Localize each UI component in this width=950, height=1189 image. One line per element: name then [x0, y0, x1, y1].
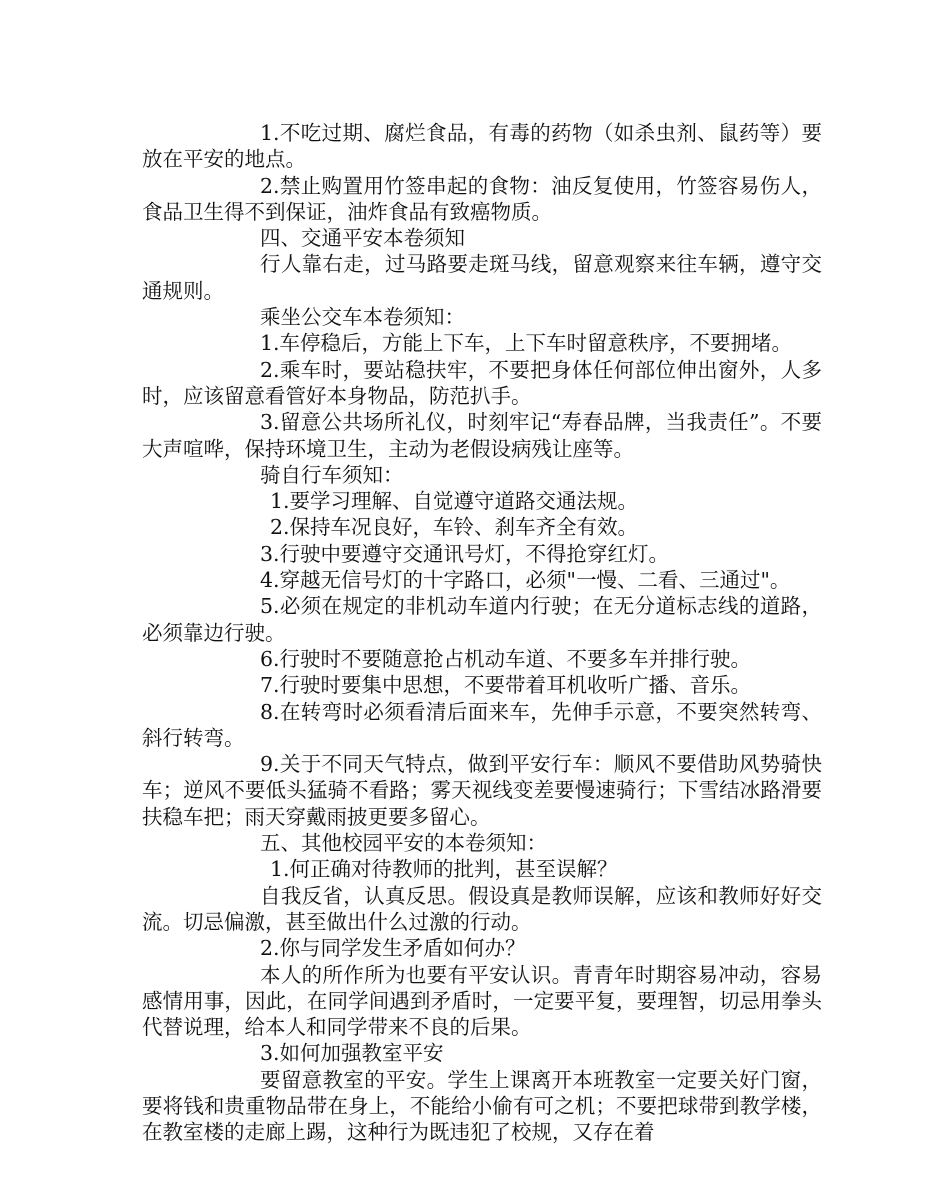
- paragraph: 自我反省，认真反思。假设真是教师误解，应该和教师好好交流。切忌偏激，甚至做出什么过激的行动。: [142, 883, 822, 934]
- list-item: 5.必须在规定的非机动车道内行驶；在无分道标志线的道路，必须靠边行驶。: [142, 594, 822, 645]
- list-item: 2.乘车时，要站稳扶牢，不要把身体任何部位伸出窗外，人多时，应该留意看管好本身物品，防范扒手。: [142, 357, 822, 408]
- subheading: 骑自行车须知：: [260, 462, 404, 487]
- paragraph: 2.禁止购置用竹签串起的食物：油反复使用，竹签容易伤人，食品卫生得不到保证，油炸食品有致癌物质。: [142, 173, 822, 224]
- paragraph: 要留意教室的平安。学生上课离开本班教室一定要关好门窗，要将钱和贵重物品带在身上，不能给小偷有可之机；不要把球带到教学楼，在教室楼的走廊上踢，这种行为既违犯了校规，又存在着: [142, 1067, 822, 1145]
- document-body: [142, 120, 822, 1146]
- paragraph: 1.不吃过期、腐烂食品，有毒的药物（如杀虫剂、鼠药等）要放在平安的地点。: [142, 121, 822, 172]
- section-heading: 四、交通平安本卷须知: [260, 226, 465, 251]
- paragraph: 本人的所作所为也要有平安认识。青青年时期容易冲动，容易感情用事，因此，在同学间遇到矛盾时，一定要平复，要理智，切忌用拳头代替说理，给本人和同学带来不良的后果。: [142, 962, 822, 1040]
- paragraph: 行人靠右走，过马路要走斑马线，留意观察来往车辆，遵守交通规则。: [142, 252, 822, 303]
- question: 1.何正确对待教师的批判，甚至误解？: [270, 857, 618, 882]
- list-item: 1.车停稳后，方能上下车，上下车时留意秩序，不要拥堵。: [260, 331, 793, 356]
- question: 2.你与同学发生矛盾如何办？: [260, 936, 526, 961]
- list-item: 9.关于不同天气特点，做到平安行车：顺风不要借助风势骑快车；逆风不要低头猛骑不看路；雾天视线变差要慢速骑行；下雪结冰路滑要扶稳车把；雨天穿戴雨披更要多留心。: [142, 752, 822, 829]
- list-item: 3.留意公共场所礼仪，时刻牢记“寿春品牌，当我责任”。不要大声喧哗，保持环境卫生，主动为老假设病残让座等。: [142, 410, 822, 461]
- section-heading: 五、其他校园平安的本卷须知：: [260, 831, 547, 856]
- list-item: 2.保持车况良好，车铃、刹车齐全有效。: [270, 515, 639, 540]
- question: 3.如何加强教室平安: [260, 1041, 444, 1066]
- list-item: 7.行驶时要集中思想，不要带着耳机收听广播、音乐。: [260, 673, 752, 698]
- list-item: 6.行驶时不要随意抢占机动车道、不要多车并排行驶。: [260, 646, 752, 671]
- list-item: 3.行驶中要遵守交通讯号灯，不得抢穿红灯。: [260, 541, 670, 566]
- subheading: 乘坐公交车本卷须知：: [260, 305, 465, 330]
- list-item: 8.在转弯时必须看清后面来车，先伸手示意，不要突然转弯、斜行转弯。: [142, 699, 822, 750]
- list-item: 1.要学习理解、自觉遵守道路交通法规。: [270, 489, 639, 514]
- list-item: 4.穿越无信号灯的十字路口，必须"一慢、二看、三通过"。: [260, 568, 791, 593]
